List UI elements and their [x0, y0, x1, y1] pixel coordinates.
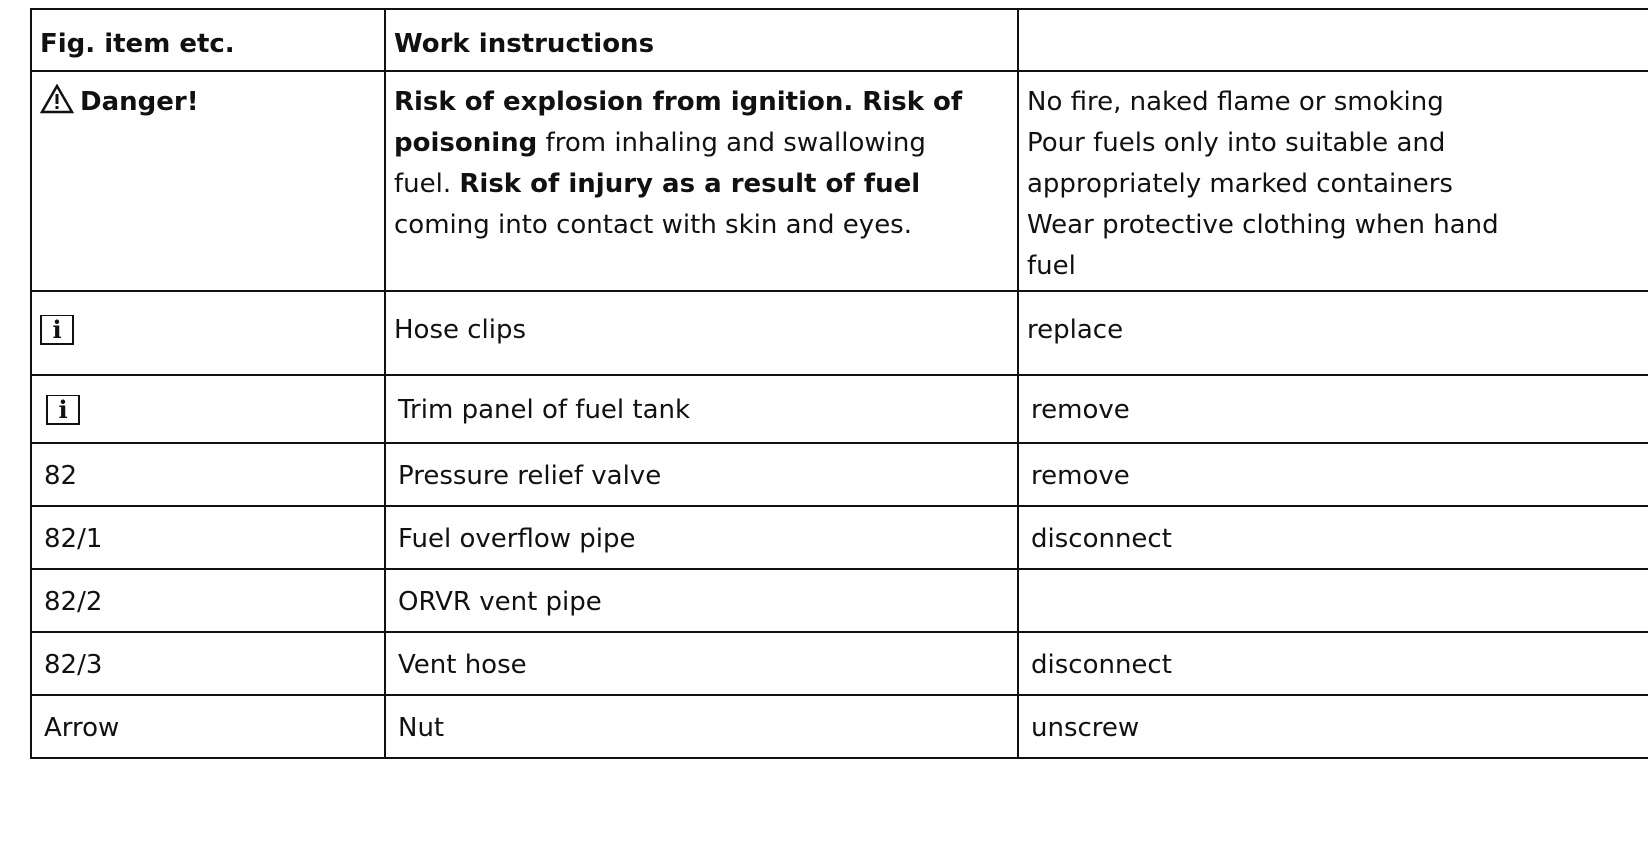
- table-row: [31, 443, 1648, 506]
- table-row: [31, 632, 1648, 695]
- table-row: [31, 569, 1648, 632]
- danger-action-line: Pour fuels only into suitable and: [1027, 128, 1446, 158]
- instruction-cell: Nut: [385, 695, 1018, 758]
- action-cell: remove: [1018, 375, 1648, 443]
- instruction-cell: Vent hose: [385, 632, 1018, 695]
- table-row: [31, 291, 1648, 375]
- danger-text: [385, 71, 1018, 291]
- info-icon: i: [46, 395, 80, 425]
- info-icon: i: [40, 315, 74, 345]
- danger-row: [31, 71, 1648, 291]
- danger-actions: [1018, 71, 1648, 291]
- instruction-cell: Hose clips: [385, 291, 1018, 375]
- item-cell: [31, 291, 385, 375]
- item-cell: Arrow: [31, 695, 385, 758]
- table-row: [31, 375, 1648, 443]
- warning-triangle-icon: [40, 84, 74, 127]
- danger-action-line: appropriately marked containers: [1027, 169, 1453, 199]
- danger-text-part: poisoning: [394, 128, 538, 158]
- danger-text-part: coming into contact with skin and eyes.: [394, 210, 912, 240]
- danger-action-line: Wear protective clothing when hand: [1027, 210, 1499, 240]
- danger-text-part: from inhaling and swallowing: [545, 128, 926, 158]
- item-cell: 82/3: [31, 632, 385, 695]
- item-cell: 82/2: [31, 569, 385, 632]
- action-cell: remove: [1018, 443, 1648, 506]
- action-cell: [1018, 569, 1648, 632]
- instruction-cell: Fuel overflow pipe: [385, 506, 1018, 569]
- danger-text-part: Risk of injury as a result of fuel: [459, 169, 921, 199]
- instruction-cell: Pressure relief valve: [385, 443, 1018, 506]
- header-work-instructions: Work instructions: [385, 9, 1018, 71]
- header-action: [1018, 9, 1648, 71]
- action-cell: disconnect: [1018, 632, 1648, 695]
- danger-action-line: No fire, naked flame or smoking: [1027, 87, 1444, 117]
- action-cell: unscrew: [1018, 695, 1648, 758]
- danger-text-part: Risk of explosion from ignition. Risk of: [394, 87, 963, 117]
- item-cell: [31, 375, 385, 443]
- danger-text-part: fuel.: [394, 169, 452, 199]
- danger-label: Danger!: [80, 87, 199, 117]
- danger-cell: [31, 71, 385, 291]
- table-header-row: [31, 9, 1648, 71]
- work-instructions-table: [30, 8, 1648, 759]
- instruction-cell: Trim panel of fuel tank: [385, 375, 1018, 443]
- item-cell: 82: [31, 443, 385, 506]
- item-cell: 82/1: [31, 506, 385, 569]
- table-row: [31, 695, 1648, 758]
- action-cell: replace: [1018, 291, 1648, 375]
- instruction-cell: ORVR vent pipe: [385, 569, 1018, 632]
- header-fig-item: Fig. item etc.: [31, 9, 385, 71]
- table-row: [31, 506, 1648, 569]
- action-cell: disconnect: [1018, 506, 1648, 569]
- danger-action-line: fuel: [1027, 251, 1076, 281]
